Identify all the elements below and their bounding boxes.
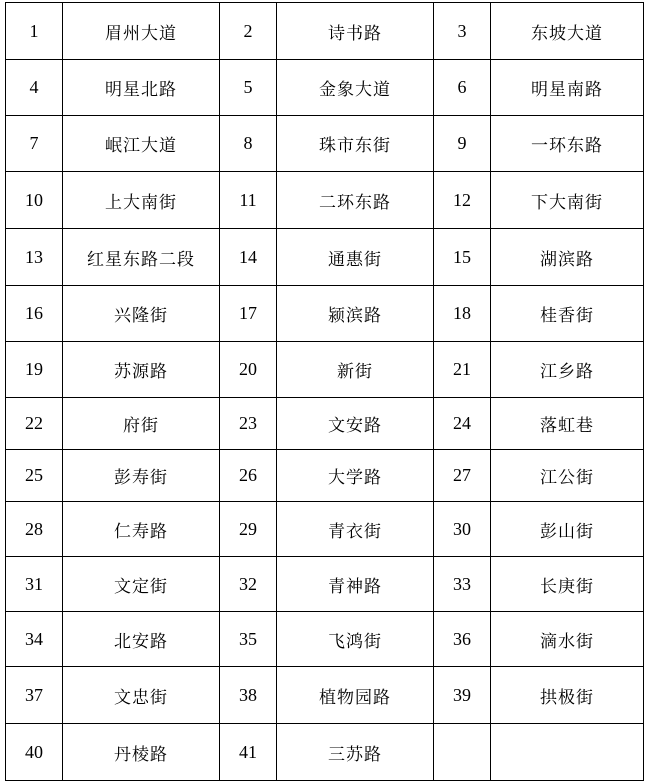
road-name-cell: 文忠街 [63, 667, 220, 724]
road-number-cell [434, 724, 491, 781]
road-name-table [5, 2, 644, 781]
road-number-cell: 25 [6, 450, 63, 502]
road-name-cell: 植物园路 [277, 667, 434, 724]
road-number-cell: 6 [434, 60, 491, 116]
road-name-cell: 江公街 [491, 450, 644, 502]
table-row [6, 229, 644, 286]
table-row [6, 450, 644, 502]
road-number-cell: 33 [434, 557, 491, 612]
road-name-cell: 飞鸿街 [277, 612, 434, 667]
road-number-cell: 40 [6, 724, 63, 781]
road-number-cell: 16 [6, 286, 63, 342]
table-row [6, 502, 644, 557]
road-name-cell: 大学路 [277, 450, 434, 502]
road-name-cell: 北安路 [63, 612, 220, 667]
road-name-cell: 三苏路 [277, 724, 434, 781]
road-number-cell: 15 [434, 229, 491, 286]
road-name-cell: 拱极街 [491, 667, 644, 724]
road-name-cell: 文定街 [63, 557, 220, 612]
road-number-cell: 26 [220, 450, 277, 502]
road-number-cell: 30 [434, 502, 491, 557]
road-number-cell: 5 [220, 60, 277, 116]
road-name-cell: 珠市东街 [277, 116, 434, 172]
road-number-cell: 3 [434, 3, 491, 60]
road-number-cell: 41 [220, 724, 277, 781]
table-row [6, 116, 644, 172]
table-row [6, 286, 644, 342]
road-table-body [6, 3, 644, 781]
road-name-cell: 下大南街 [491, 172, 644, 229]
road-number-cell: 34 [6, 612, 63, 667]
table-row [6, 667, 644, 724]
road-name-cell: 一环东路 [491, 116, 644, 172]
table-row [6, 724, 644, 781]
road-name-cell: 文安路 [277, 398, 434, 450]
road-name-cell: 二环东路 [277, 172, 434, 229]
table-row [6, 342, 644, 398]
road-number-cell: 9 [434, 116, 491, 172]
road-number-cell: 14 [220, 229, 277, 286]
road-name-cell: 丹棱路 [63, 724, 220, 781]
road-name-cell: 桂香街 [491, 286, 644, 342]
road-number-cell: 1 [6, 3, 63, 60]
road-name-cell: 通惠街 [277, 229, 434, 286]
road-name-cell: 岷江大道 [63, 116, 220, 172]
road-number-cell: 38 [220, 667, 277, 724]
road-number-cell: 39 [434, 667, 491, 724]
road-number-cell: 17 [220, 286, 277, 342]
road-name-cell: 新街 [277, 342, 434, 398]
road-name-cell: 苏源路 [63, 342, 220, 398]
table-row [6, 3, 644, 60]
road-name-cell: 眉州大道 [63, 3, 220, 60]
road-number-cell: 11 [220, 172, 277, 229]
road-number-cell: 4 [6, 60, 63, 116]
road-name-cell: 府街 [63, 398, 220, 450]
road-name-cell: 明星北路 [63, 60, 220, 116]
road-name-cell: 落虹巷 [491, 398, 644, 450]
road-number-cell: 13 [6, 229, 63, 286]
road-number-cell: 18 [434, 286, 491, 342]
road-name-cell: 滴水街 [491, 612, 644, 667]
road-number-cell: 8 [220, 116, 277, 172]
table-row [6, 172, 644, 229]
table-row [6, 557, 644, 612]
road-number-cell: 10 [6, 172, 63, 229]
road-name-cell: 江乡路 [491, 342, 644, 398]
road-number-cell: 22 [6, 398, 63, 450]
road-number-cell: 28 [6, 502, 63, 557]
road-name-cell: 红星东路二段 [63, 229, 220, 286]
table-row [6, 612, 644, 667]
road-name-cell: 兴隆街 [63, 286, 220, 342]
road-name-cell: 青神路 [277, 557, 434, 612]
road-number-cell: 24 [434, 398, 491, 450]
road-number-cell: 36 [434, 612, 491, 667]
road-name-cell: 彭寿街 [63, 450, 220, 502]
road-name-cell: 长庚街 [491, 557, 644, 612]
road-name-cell: 诗书路 [277, 3, 434, 60]
road-name-cell: 彭山街 [491, 502, 644, 557]
road-number-cell: 35 [220, 612, 277, 667]
road-number-cell: 32 [220, 557, 277, 612]
road-name-cell: 仁寿路 [63, 502, 220, 557]
road-number-cell: 7 [6, 116, 63, 172]
road-number-cell: 19 [6, 342, 63, 398]
road-number-cell: 29 [220, 502, 277, 557]
road-number-cell: 37 [6, 667, 63, 724]
road-name-cell [491, 724, 644, 781]
road-number-cell: 21 [434, 342, 491, 398]
road-name-cell: 颍滨路 [277, 286, 434, 342]
table-row [6, 60, 644, 116]
road-number-cell: 23 [220, 398, 277, 450]
road-name-cell: 明星南路 [491, 60, 644, 116]
table-row [6, 398, 644, 450]
road-name-cell: 东坡大道 [491, 3, 644, 60]
road-number-cell: 27 [434, 450, 491, 502]
road-name-cell: 湖滨路 [491, 229, 644, 286]
road-name-cell: 青衣街 [277, 502, 434, 557]
road-name-cell: 金象大道 [277, 60, 434, 116]
road-name-cell: 上大南街 [63, 172, 220, 229]
road-number-cell: 12 [434, 172, 491, 229]
road-number-cell: 2 [220, 3, 277, 60]
road-number-cell: 31 [6, 557, 63, 612]
road-number-cell: 20 [220, 342, 277, 398]
